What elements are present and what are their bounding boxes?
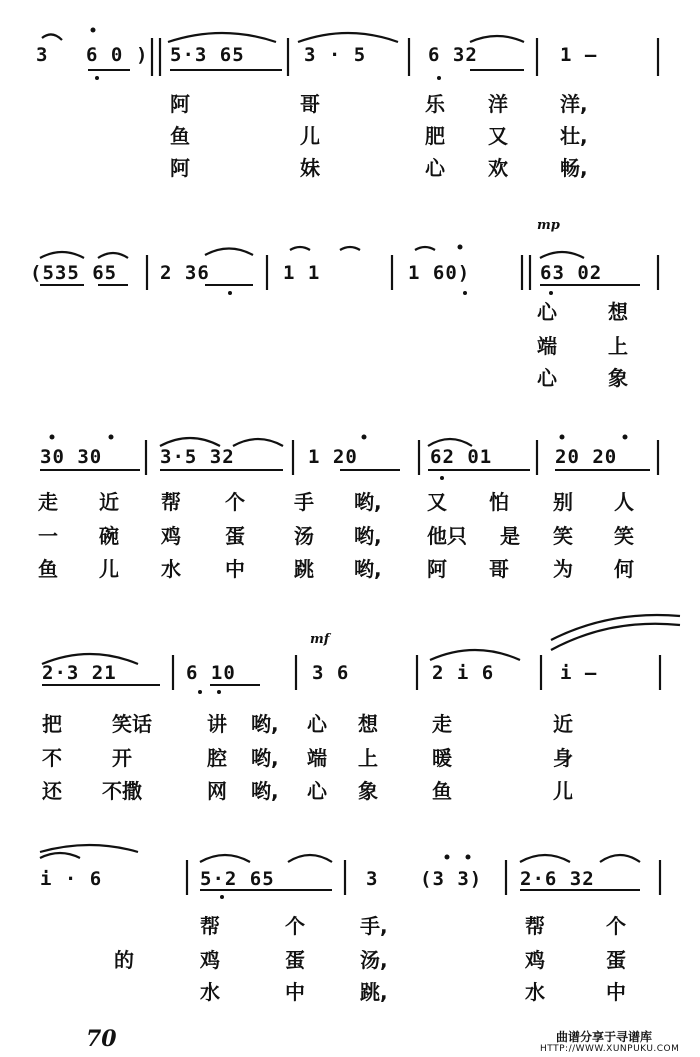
lyric: 想: [608, 300, 628, 324]
note-group: 1 20: [308, 446, 358, 468]
lyric: 象: [608, 366, 628, 390]
lyric: 何: [614, 557, 634, 581]
lyric: 洋,: [560, 92, 588, 116]
lyric: 洋: [488, 92, 508, 116]
lyric: 不: [42, 746, 62, 770]
lyric: 近: [553, 712, 573, 736]
page-number: 70: [86, 1026, 117, 1052]
lyric: 人: [614, 490, 634, 514]
lyric: 笑话: [112, 712, 152, 736]
lyric: 汤,: [360, 948, 388, 972]
lyric: 别: [553, 490, 573, 514]
note-group: 1 60): [408, 262, 471, 284]
lyric: 鸡: [200, 948, 220, 972]
lyric: 身: [553, 746, 573, 770]
note-group: 1 1: [283, 262, 321, 284]
lyric: 为: [553, 557, 573, 581]
lyric: 蛋: [285, 948, 305, 972]
lyric: 网: [207, 779, 227, 803]
lyric: 不撒: [102, 779, 142, 803]
lyric: 蛋: [225, 524, 245, 548]
watermark-title: 曲谱分享于寻谱库: [556, 1030, 653, 1044]
lyric: 畅,: [560, 156, 588, 180]
lyric: 开: [112, 746, 132, 770]
dynamic-mark: mf: [310, 632, 330, 647]
lyric: 鸡: [161, 524, 181, 548]
lyric: 哟,: [251, 779, 279, 803]
lyric: 鱼: [432, 779, 452, 803]
note-group: 63 02: [540, 262, 603, 284]
lyric: 阿: [170, 156, 190, 180]
lyric: 想: [358, 712, 378, 736]
note-group: 2·3 21: [42, 662, 117, 684]
lyric: 鱼: [170, 124, 190, 148]
lyric: 讲: [207, 712, 227, 736]
lyric: 鱼: [38, 557, 58, 581]
lyric: 心: [307, 779, 327, 803]
lyric: 中: [606, 980, 626, 1004]
lyric: 是: [500, 524, 520, 548]
note-group: ): [136, 44, 149, 66]
lyric: 手: [294, 490, 314, 514]
lyric: 又: [427, 490, 447, 514]
lyric: 中: [285, 980, 305, 1004]
lyric: 哟,: [354, 524, 382, 548]
lyric: 端: [307, 746, 327, 770]
note-group: 2·6 32: [520, 868, 595, 890]
note-group: 6 0: [86, 44, 124, 66]
lyric: 哟,: [354, 557, 382, 581]
note-group: 3 · 5: [304, 44, 367, 66]
lyric: 走: [432, 712, 452, 736]
lyric: 妹: [300, 156, 320, 180]
lyric: 帮: [161, 490, 181, 514]
lyric: 近: [99, 490, 119, 514]
lyric: 腔: [207, 746, 227, 770]
lyric: 个: [606, 914, 626, 938]
note-group: 3: [36, 44, 49, 66]
lyric: 儿: [553, 779, 573, 803]
lyric: 哟,: [251, 746, 279, 770]
note-group: 30 30: [40, 446, 103, 468]
lyric: 哥: [300, 92, 320, 116]
lyric: 壮,: [560, 124, 588, 148]
note-group: 3·5 32: [160, 446, 235, 468]
lyric: 笑: [614, 524, 634, 548]
lyric: 蛋: [606, 948, 626, 972]
lyric: 帮: [200, 914, 220, 938]
lyric: 又: [488, 124, 508, 148]
note-group: 62 01: [430, 446, 493, 468]
lyric: 怕: [489, 490, 509, 514]
lyric: 阿: [170, 92, 190, 116]
note-group: 20 20: [555, 446, 618, 468]
lyric: 鸡: [525, 948, 545, 972]
lyric: 把: [42, 712, 62, 736]
note-group: 2 36: [160, 262, 210, 284]
lyric: 欢: [488, 156, 508, 180]
lyric: 心: [537, 366, 557, 390]
lyric: 走: [38, 490, 58, 514]
lyric: 个: [225, 490, 245, 514]
lyric: 笑: [553, 524, 573, 548]
lyric: 手,: [360, 914, 388, 938]
note-group: i · 6: [40, 868, 103, 890]
lyric: 中: [225, 557, 245, 581]
lyric: 心: [425, 156, 445, 180]
lyric: 水: [525, 980, 545, 1004]
lyric: 暖: [432, 746, 452, 770]
lyric: 肥: [425, 124, 445, 148]
lyric: 水: [161, 557, 181, 581]
dynamic-mark: mp: [537, 218, 560, 233]
lyric: 儿: [300, 124, 320, 148]
lyric: 乐: [425, 92, 445, 116]
lyric: 碗: [99, 524, 119, 548]
note-group: 5·3 65: [170, 44, 245, 66]
note-group: 2 i 6: [432, 662, 495, 684]
lyric: 个: [285, 914, 305, 938]
lyric: 哟,: [354, 490, 382, 514]
lyric: 哟,: [251, 712, 279, 736]
lyric: 跳: [294, 557, 314, 581]
lyric: 上: [358, 746, 378, 770]
note-group: 6 32: [428, 44, 478, 66]
lyric: 的: [114, 948, 134, 972]
lyric: 一: [38, 524, 58, 548]
note-group: (3 3): [420, 868, 483, 890]
note-group: 5·2 65: [200, 868, 275, 890]
lyric: 水: [200, 980, 220, 1004]
lyric: 他只: [427, 524, 467, 548]
lyric: 帮: [525, 914, 545, 938]
watermark-url: HTTP://WWW.XUNPUKU.COM: [540, 1044, 680, 1054]
lyric: 心: [537, 300, 557, 324]
lyric: 跳,: [360, 980, 388, 1004]
lyric: 阿: [427, 557, 447, 581]
lyric: 上: [608, 334, 628, 358]
lyric: 汤: [294, 524, 314, 548]
note-group: (535 65: [30, 262, 118, 284]
note-group: i –: [560, 662, 598, 684]
note-group: 3: [366, 868, 379, 890]
lyric: 心: [307, 712, 327, 736]
lyric: 象: [358, 779, 378, 803]
note-group: 6 10: [186, 662, 236, 684]
lyric: 儿: [99, 557, 119, 581]
lyric: 还: [42, 779, 62, 803]
note-group: 1 –: [560, 44, 598, 66]
note-group: 3 6: [312, 662, 350, 684]
lyric: 端: [537, 334, 557, 358]
lyric: 哥: [489, 557, 509, 581]
